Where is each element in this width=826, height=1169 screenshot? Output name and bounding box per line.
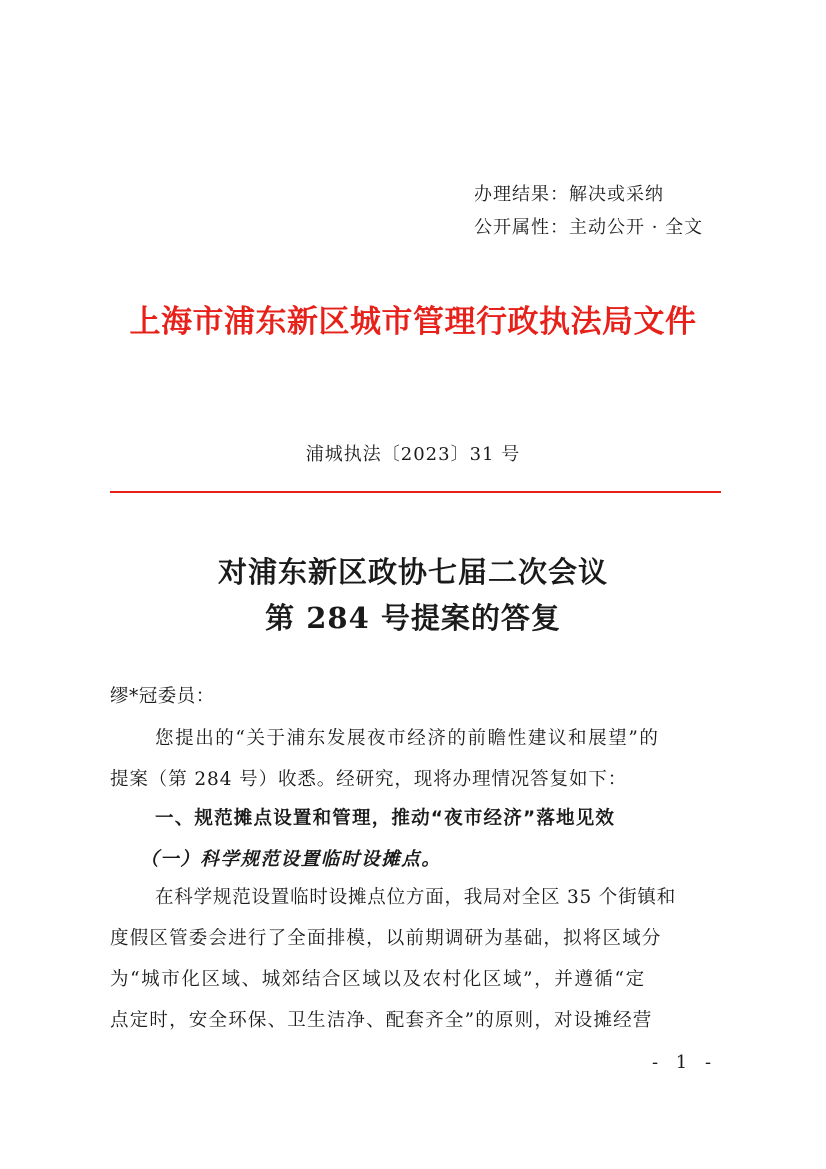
paragraph-line: 为“城市化区域、城郊结合区域以及农村化区域”，并遵循“定 xyxy=(110,969,646,990)
paragraph-line: 在科学规范设置临时设摊点位方面，我局对全区 35 个街镇和 xyxy=(155,887,677,908)
page-number: - 1 - xyxy=(652,1052,718,1073)
section-heading: 一、规范摊点设置和管理，推动“夜市经济”落地见效 xyxy=(155,808,616,829)
red-separator-line xyxy=(110,491,721,493)
document-title-line-1: 对浦东新区政协七届二次会议 xyxy=(217,555,608,589)
paragraph-line: 您提出的“关于浦东发展夜市经济的前瞻性建议和展望”的 xyxy=(155,728,660,749)
document-title-line-2: 第 284 号提案的答复 xyxy=(265,601,561,635)
disclosure-attribute: 公开属性：主动公开 · 全文 xyxy=(474,217,704,238)
paragraph-line: 点定时，安全环保、卫生洁净、配套齐全”的原则，对设摊经营 xyxy=(110,1010,653,1031)
salutation: 缪*冠委员： xyxy=(110,686,215,707)
handling-result: 办理结果：解决或采纳 xyxy=(474,184,664,205)
issuing-authority-title: 上海市浦东新区城市管理行政执法局文件 xyxy=(129,304,697,340)
subsection-heading: （一）科学规范设置临时设摊点。 xyxy=(140,849,442,870)
paragraph-line: 提案（第 284 号）收悉。经研究，现将办理情况答复如下： xyxy=(110,769,628,790)
document-number: 浦城执法〔2023〕31 号 xyxy=(305,444,521,465)
paragraph-line: 度假区管委会进行了全面排模，以前期调研为基础，拟将区域分 xyxy=(110,928,662,949)
